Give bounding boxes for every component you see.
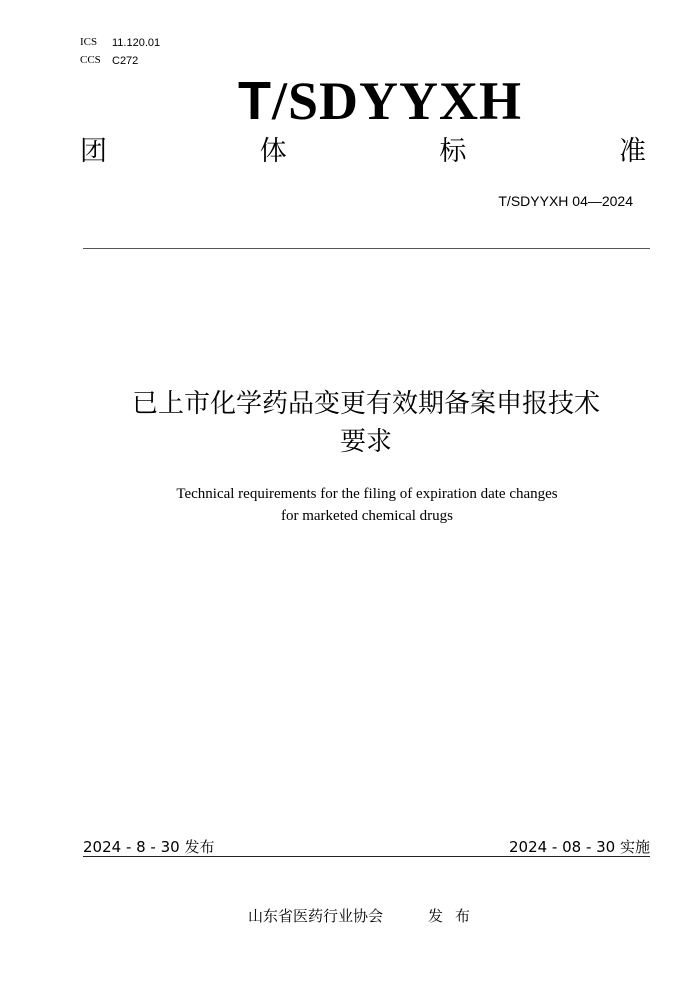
logo-rest: /SDYYXH: [272, 71, 523, 131]
standard-type-char: 团: [80, 136, 107, 167]
publisher-name: 山东省医药行业协会: [248, 907, 384, 925]
standard-number: T/SDYYXH 04—2024: [498, 193, 633, 209]
title-chinese-line: 已上市化学药品变更有效期备案申报技术: [131, 389, 600, 419]
publish-label: 发布: [428, 907, 483, 925]
header-divider: [83, 248, 650, 249]
ics-label: ICS: [80, 36, 98, 48]
footer-divider: [83, 856, 650, 857]
title-chinese: [60, 385, 672, 461]
standard-logo: [238, 71, 523, 131]
ccs-label: CCS: [80, 54, 101, 66]
implementation-date: 2024 - 08 - 30 实施: [508, 838, 650, 856]
ics-value: 11.120.01: [112, 37, 161, 49]
title-english-line: Technical requirements for the filing of expiration date changes: [176, 486, 558, 502]
title-chinese-line: 要求: [339, 427, 392, 457]
standard-type-char: 准: [618, 136, 646, 167]
ccs-value: C272: [112, 55, 139, 67]
title-english-line: for marketed chemical drugs: [280, 508, 453, 524]
title-english: [100, 483, 634, 527]
standard-type-char: 体: [259, 136, 287, 167]
standard-type-char: 标: [439, 136, 467, 167]
standard-type: [80, 138, 646, 165]
logo-t: T: [238, 71, 272, 131]
issue-date: 2024 - 8 - 30 发布: [83, 838, 215, 856]
